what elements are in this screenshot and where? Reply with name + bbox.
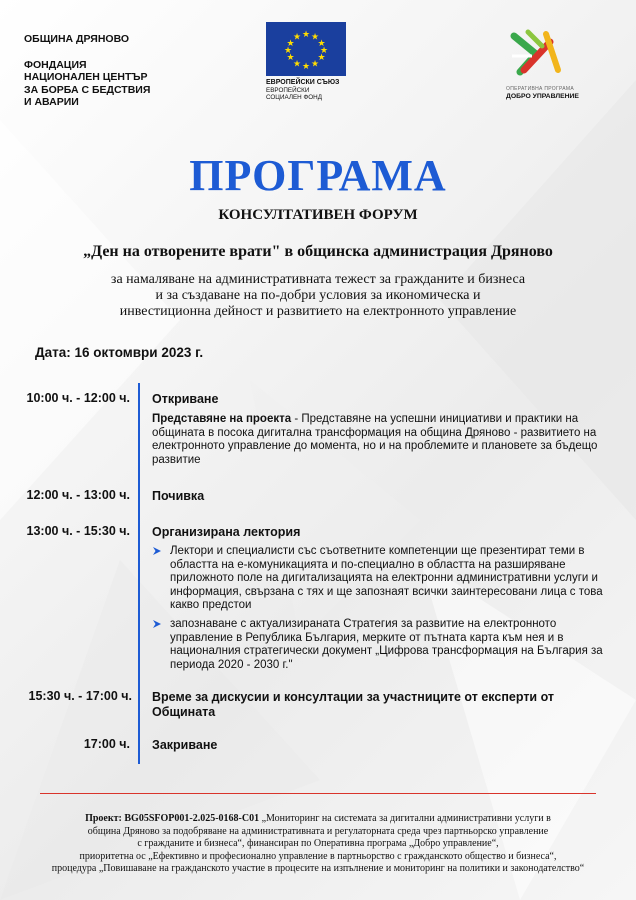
- eu-logo-line: СОЦИАЛЕН ФОНД: [266, 94, 322, 101]
- footer-text: процедура „Повишаване на гражданското участие в процесите на изпълнение и мониторинг на политики и законодателство“: [51, 863, 585, 874]
- organizer-block: [24, 33, 150, 109]
- bullet-text: запознаване с актуализираната Стратегия за развитие на електронното управление в Република България, мерките от пътната карта към нея и в националния стратегически документ „Цифрова трансформация на България за периода 2020 - 2030 г.": [170, 618, 603, 671]
- svg-text:★: ★: [310, 32, 320, 43]
- op-logo-line: ДОБРО УПРАВЛЕНИЕ: [506, 93, 579, 100]
- svg-text:★: ★: [319, 46, 329, 56]
- schedule-item-title: Откриване: [152, 392, 219, 406]
- municipality-name: ОБЩИНА ДРЯНОВО: [24, 33, 130, 45]
- svg-text:★: ★: [286, 39, 295, 49]
- arrow-bullet-icon: [152, 546, 162, 556]
- schedule-item-title: Закриване: [152, 738, 218, 752]
- svg-text:★: ★: [283, 46, 293, 56]
- eu-logo-line: ЕВРОПЕЙСКИ: [266, 86, 310, 94]
- timeline-divider: [138, 383, 140, 764]
- purpose-line: и за създаване на по-добри условия за икономическа и: [155, 288, 481, 303]
- eu-logo-line: ЕВРОПЕЙСКИ СЪЮЗ: [266, 79, 340, 86]
- foundation-line: ЗА БОРБА С БЕДСТВИЯ: [24, 83, 151, 96]
- svg-text:★: ★: [317, 53, 326, 63]
- footer-text: с гражданите и бизнеса“, финансиран по Оперативна програма „Добро управление“,: [137, 838, 499, 849]
- svg-text:★: ★: [286, 53, 295, 63]
- foundation-line: НАЦИОНАЛЕН ЦЕНТЪР: [24, 71, 148, 83]
- purpose-text: [60, 272, 576, 320]
- foundation-line: И АВАРИИ: [24, 96, 79, 108]
- svg-text:★: ★: [317, 39, 326, 49]
- svg-text:★: ★: [301, 62, 311, 72]
- footer-text: община Дряново за подобряване на административната и регулаторната среда чрез партньорско управление: [87, 825, 549, 837]
- description-heading: Представяне на проекта: [152, 413, 292, 425]
- schedule-time: 10:00 ч. - 12:00 ч.: [26, 391, 130, 405]
- footer-divider: [40, 793, 596, 794]
- schedule-time: 17:00 ч.: [83, 737, 130, 751]
- eu-logo: [266, 22, 346, 102]
- event-date: Дата: 16 октомври 2023 г.: [35, 345, 204, 360]
- svg-text:★: ★: [310, 59, 320, 70]
- arrow-bullet-icon: [152, 619, 162, 629]
- project-footer: [14, 813, 622, 876]
- op-good-governance-logo: [506, 26, 606, 101]
- eu-flag-icon: [266, 22, 346, 76]
- purpose-line: за намаляване на административната тежест за гражданите и бизнеса: [110, 272, 526, 287]
- forum-subtitle: КОНСУЛТАТИВЕН ФОРУМ: [218, 207, 418, 223]
- schedule-bullet: [152, 545, 614, 613]
- event-name: „Ден на отворените врати" в общинска администрация Дряново: [83, 243, 553, 260]
- schedule-time: 13:00 ч. - 15:30 ч.: [26, 524, 130, 538]
- schedule-item-title: Почивка: [152, 489, 205, 503]
- op-logo-line: ОПЕРАТИВНА ПРОГРАМА: [506, 86, 575, 92]
- svg-text:★: ★: [301, 30, 311, 40]
- schedule-description: [152, 413, 614, 467]
- schedule-item-title: Време за дискусии и консултации за участниците от експерти от Общината: [152, 690, 555, 719]
- purpose-line: инвестиционна дейност и развитието на електронното управление: [119, 304, 517, 319]
- foundation-line: ФОНДАЦИЯ: [24, 58, 87, 71]
- svg-text:★: ★: [292, 59, 302, 70]
- schedule-time: 15:30 ч. - 17:00 ч.: [28, 689, 132, 703]
- project-number: Проект: BG05SFOP001-2.025-0168-C01: [85, 813, 260, 824]
- schedule-bullet: [152, 618, 614, 672]
- footer-text: приоритетна ос „Ефективно и професионално управление в партньорство с гражданското общество и бизнеса“,: [79, 850, 557, 862]
- schedule-time: 12:00 ч. - 13:00 ч.: [26, 488, 130, 502]
- footer-text: „Мониторинг на системата за дигитални административни услуги в: [259, 813, 551, 824]
- description-text: - Представяне на успешни инициативи и практики на общината в посока дигитална трансформация на община Дряново - развитието на електронното управление до момента, но и на проблемите и плановете за бъдещо развитие: [152, 413, 598, 466]
- bullet-text: Лектори и специалисти със съответните компетенции ще презентират теми в областта на е-комуникацията и по-специално в областта на разширяване приложното поле на дигитализацията на електронни административни услуги и информация, свързана с тях и ще запознаят всички заинтересовани лица с това какво предстои: [170, 545, 603, 611]
- svg-text:★: ★: [292, 32, 302, 43]
- schedule-item-title: Организирана лектория: [152, 525, 301, 539]
- op-logo-mark-icon: [506, 26, 566, 78]
- page-title: ПРОГРАМА: [189, 151, 447, 200]
